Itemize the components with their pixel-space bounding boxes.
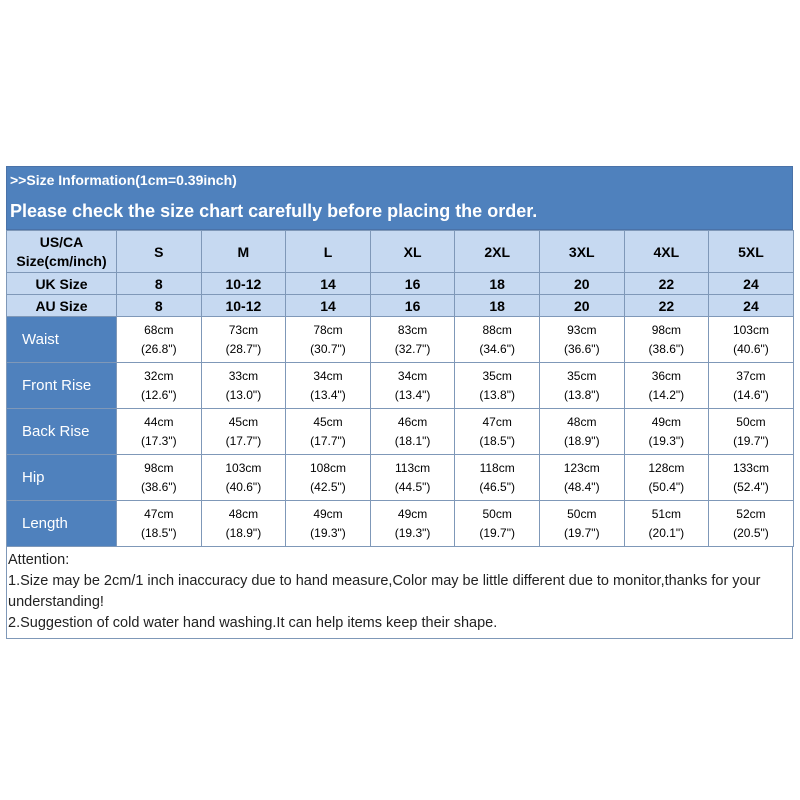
measurement-label: Hip: [7, 455, 117, 501]
inch-value: (50.4"): [648, 479, 685, 494]
cm-value: 48cm: [567, 414, 597, 429]
measurement-cell: [117, 363, 202, 409]
inch-value: (20.1"): [648, 525, 685, 540]
inch-value: (18.9"): [225, 525, 262, 540]
inch-value: (48.4"): [563, 479, 600, 494]
au-size-value: 16: [370, 295, 455, 317]
measurement-label: Back Rise: [7, 409, 117, 455]
uk-size-value: 14: [286, 273, 371, 295]
measurement-cell: [455, 363, 540, 409]
cm-value: 33cm: [228, 368, 259, 383]
cm-value: 103cm: [732, 322, 769, 337]
measurement-label: Front Rise: [7, 363, 117, 409]
cm-value: 93cm: [567, 322, 597, 337]
measurement-cell: [117, 501, 202, 547]
cm-value: 36cm: [651, 368, 682, 383]
measurement-cell: [455, 455, 540, 501]
inch-value: (42.5"): [310, 479, 346, 494]
cm-value: 98cm: [651, 322, 682, 337]
size-table: [6, 230, 794, 547]
cm-value: 49cm: [397, 506, 428, 521]
cm-value: 49cm: [313, 506, 343, 521]
measurement-cell: [286, 363, 371, 409]
uk-size-label: UK Size: [7, 273, 117, 295]
cm-value: 88cm: [482, 322, 512, 337]
measurement-cell: [455, 409, 540, 455]
au-size-label: AU Size: [7, 295, 117, 317]
measurement-cell: [370, 363, 455, 409]
uk-size-row: [7, 273, 794, 295]
inch-value: (44.5"): [394, 479, 431, 494]
measurement-cell: [370, 501, 455, 547]
measurement-cell: [117, 455, 202, 501]
measurement-cell: [117, 409, 202, 455]
inch-value: (19.3"): [310, 525, 346, 540]
cm-value: 49cm: [651, 414, 682, 429]
size-chart: [6, 166, 793, 639]
inch-value: (32.7"): [394, 341, 431, 356]
cm-value: 45cm: [313, 414, 343, 429]
attention-note-1: 1.Size may be 2cm/1 inch inaccuracy due to hand measure,Color may be little different due to monitor,thanks for your understanding!: [8, 573, 761, 610]
measurement-cell: [624, 317, 709, 363]
measurement-row: [7, 409, 794, 455]
inch-value: (18.1"): [394, 433, 431, 448]
cm-value: 98cm: [144, 460, 174, 475]
measurement-row: [7, 363, 794, 409]
inch-value: (19.3"): [648, 433, 685, 448]
inch-value: (18.5"): [479, 433, 515, 448]
cm-value: 50cm: [482, 506, 512, 521]
measurement-label: Length: [7, 501, 117, 547]
cm-value: 52cm: [736, 506, 766, 521]
measurement-cell: [370, 455, 455, 501]
cm-value: 35cm: [567, 368, 597, 383]
cm-value: 118cm: [479, 460, 515, 475]
cm-value: 83cm: [397, 322, 428, 337]
inch-value: (13.8"): [563, 387, 600, 402]
inch-value: (13.0"): [225, 387, 262, 402]
au-size-value: 8: [117, 295, 202, 317]
measurement-cell: [117, 317, 202, 363]
inch-value: (19.7"): [479, 525, 515, 540]
measurement-row: [7, 501, 794, 547]
cm-value: 37cm: [736, 368, 766, 383]
cm-value: 68cm: [144, 322, 174, 337]
cm-value: 113cm: [395, 460, 431, 475]
uk-size-value: 18: [455, 273, 540, 295]
cm-value: 123cm: [563, 460, 600, 475]
cm-value: 78cm: [313, 322, 343, 337]
inch-value: (52.4"): [733, 479, 769, 494]
uk-size-value: 20: [539, 273, 624, 295]
inch-value: (17.7"): [225, 433, 262, 448]
inch-value: (40.6"): [733, 341, 769, 356]
size-3XL: 3XL: [539, 231, 624, 273]
size-S: S: [117, 231, 202, 273]
uk-size-value: 16: [370, 273, 455, 295]
measurement-cell: [286, 501, 371, 547]
inch-value: (20.5"): [733, 525, 769, 540]
measurement-cell: [624, 409, 709, 455]
measurement-cell: [539, 317, 624, 363]
inch-value: (19.7"): [563, 525, 600, 540]
cm-value: 73cm: [228, 322, 259, 337]
cm-value: 128cm: [648, 460, 685, 475]
inch-value: (40.6"): [225, 479, 262, 494]
size-M: M: [201, 231, 286, 273]
au-size-value: 22: [624, 295, 709, 317]
size-2XL: 2XL: [455, 231, 540, 273]
cm-value: 47cm: [144, 506, 174, 521]
uk-size-value: 8: [117, 273, 202, 295]
measurement-cell: [539, 409, 624, 455]
inch-value: (30.7"): [310, 341, 346, 356]
cm-value: 108cm: [309, 460, 346, 475]
cm-value: 103cm: [225, 460, 262, 475]
au-size-value: 14: [286, 295, 371, 317]
measurement-cell: [539, 455, 624, 501]
cm-value: 47cm: [482, 414, 512, 429]
measurement-cell: [709, 363, 794, 409]
inch-value: (19.7"): [733, 433, 769, 448]
cm-value: 46cm: [397, 414, 428, 429]
measurement-cell: [624, 501, 709, 547]
measurement-cell: [455, 317, 540, 363]
measurement-cell: [201, 363, 286, 409]
inch-value: (14.6"): [733, 387, 769, 402]
cm-value: 50cm: [736, 414, 766, 429]
us-ca-size-header: US/CA Size(cm/inch): [7, 231, 117, 273]
inch-value: (13.8"): [479, 387, 515, 402]
inch-value: (13.4"): [394, 387, 431, 402]
measurement-row: [7, 455, 794, 501]
au-size-value: 18: [455, 295, 540, 317]
cm-value: 44cm: [144, 414, 174, 429]
inch-value: (38.6"): [648, 341, 685, 356]
size-4XL: 4XL: [624, 231, 709, 273]
uk-size-value: 10-12: [201, 273, 286, 295]
size-L: L: [286, 231, 371, 273]
attention-note-2: 2.Suggestion of cold water hand washing.It can help items keep their shape.: [8, 615, 498, 631]
inch-value: (46.5"): [479, 479, 515, 494]
inch-value: (36.6"): [563, 341, 600, 356]
size-XL: XL: [370, 231, 455, 273]
measurement-cell: [709, 409, 794, 455]
au-size-value: 20: [539, 295, 624, 317]
cm-value: 51cm: [651, 506, 682, 521]
attention-notes: [6, 547, 793, 639]
measurement-label: Waist: [7, 317, 117, 363]
inch-value: (38.6"): [140, 479, 177, 494]
inch-value: (14.2"): [648, 387, 685, 402]
inch-value: (26.8"): [140, 341, 177, 356]
au-size-value: 10-12: [201, 295, 286, 317]
cm-value: 32cm: [144, 368, 174, 383]
inch-value: (34.6"): [479, 341, 515, 356]
measurement-cell: [286, 409, 371, 455]
inch-value: (17.7"): [310, 433, 346, 448]
cm-value: 35cm: [482, 368, 512, 383]
cm-value: 133cm: [732, 460, 769, 475]
au-size-value: 24: [709, 295, 794, 317]
cm-value: 34cm: [397, 368, 428, 383]
measurement-cell: [709, 455, 794, 501]
measurement-cell: [201, 317, 286, 363]
measurement-cell: [709, 317, 794, 363]
measurement-cell: [286, 317, 371, 363]
attention-heading: Attention:: [8, 552, 70, 568]
measurement-cell: [286, 455, 371, 501]
measurement-cell: [709, 501, 794, 547]
au-size-row: [7, 295, 794, 317]
size-5XL: 5XL: [709, 231, 794, 273]
measurement-cell: [539, 501, 624, 547]
inch-value: (17.3"): [140, 433, 177, 448]
measurement-cell: [455, 501, 540, 547]
measurement-cell: [201, 455, 286, 501]
measurement-cell: [201, 409, 286, 455]
measurement-cell: [624, 455, 709, 501]
size-info-title: >>Size Information(1cm=0.39inch): [6, 166, 793, 193]
measurement-row: [7, 317, 794, 363]
size-header-row: [7, 231, 794, 273]
uk-size-value: 24: [709, 273, 794, 295]
measurement-cell: [370, 317, 455, 363]
cm-value: 48cm: [228, 506, 259, 521]
uk-size-value: 22: [624, 273, 709, 295]
measurement-cell: [624, 363, 709, 409]
measurement-cell: [370, 409, 455, 455]
cm-value: 45cm: [228, 414, 259, 429]
cm-value: 50cm: [567, 506, 597, 521]
inch-value: (18.5"): [140, 525, 177, 540]
inch-value: (18.9"): [563, 433, 600, 448]
inch-value: (28.7"): [225, 341, 262, 356]
measurement-cell: [201, 501, 286, 547]
measurement-cell: [539, 363, 624, 409]
size-chart-subtitle: Please check the size chart carefully before placing the order.: [6, 193, 793, 230]
cm-value: 34cm: [313, 368, 343, 383]
inch-value: (19.3"): [394, 525, 431, 540]
inch-value: (12.6"): [140, 387, 177, 402]
inch-value: (13.4"): [310, 387, 346, 402]
